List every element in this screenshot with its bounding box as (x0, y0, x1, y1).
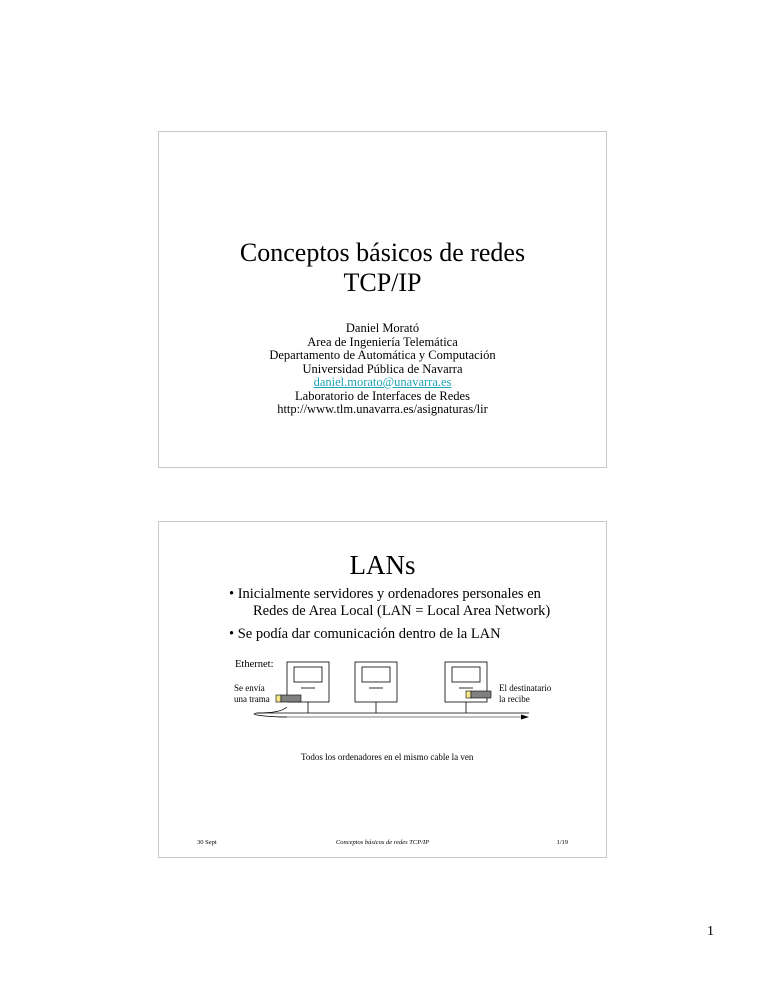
cable-end-curve (254, 707, 287, 717)
bullet-1-line-2: Redes de Area Local (LAN = Local Area Network) (253, 603, 551, 619)
page-number: 1 (707, 924, 714, 939)
cable-caption: Todos los ordenadores en el mismo cable la ven (301, 752, 474, 762)
sent-frame-icon (276, 695, 301, 702)
ethernet-label: Ethernet: (235, 659, 274, 670)
bullet-item-2 (229, 626, 550, 643)
slide2-title: LANs (349, 550, 416, 580)
receive-frame-caption (499, 683, 551, 705)
send-frame-caption (234, 683, 270, 705)
author-info (159, 322, 606, 417)
footer-title: Conceptos básicos de redes TCP/IP (335, 839, 430, 846)
computer-icon (355, 662, 397, 702)
recv-caption-line-1: El destinatario (499, 683, 552, 693)
course-url: http://www.tlm.unavarra.es/asignaturas/lir (277, 402, 488, 416)
slide1-title-line2: TCP/IP (343, 268, 422, 297)
slide1-title (159, 238, 606, 298)
slide-lans (158, 521, 607, 858)
ethernet-diagram (229, 657, 569, 767)
author-department: Departamento de Automática y Computación (269, 348, 496, 362)
received-frame-icon (466, 691, 491, 698)
send-caption-line-2: una trama (234, 694, 270, 704)
author-area: Area de Ingeniería Telemática (307, 334, 458, 349)
bullet-item-1 (229, 586, 550, 620)
bullet-list (229, 586, 550, 643)
bullet-1-line-1: Inicialmente servidores y ordenadores personales en (237, 586, 541, 602)
slide1-title-line1: Conceptos básicos de redes (239, 238, 526, 267)
lab-name: Laboratorio de Interfaces de Redes (295, 388, 470, 403)
footer-date: 30 Sept (197, 839, 217, 846)
author-email-link[interactable]: daniel.morato@unavarra.es (313, 375, 452, 389)
footer-slide-number: 1/19 (556, 839, 568, 846)
author-name: Daniel Morató (345, 321, 420, 335)
bullet-2-text: Se podía dar comunicación dentro de la LAN (237, 626, 501, 642)
author-university: Universidad Pública de Navarra (302, 361, 463, 376)
arrow-right-icon (521, 715, 529, 720)
recv-caption-line-2: la recibe (499, 694, 530, 704)
send-caption-line-1: Se envía (234, 683, 265, 693)
slide-title-page (158, 131, 607, 468)
ethernet-diagram-graphic (229, 657, 569, 767)
bullet-marker: • (229, 586, 235, 602)
bullet-marker: • (229, 626, 235, 642)
